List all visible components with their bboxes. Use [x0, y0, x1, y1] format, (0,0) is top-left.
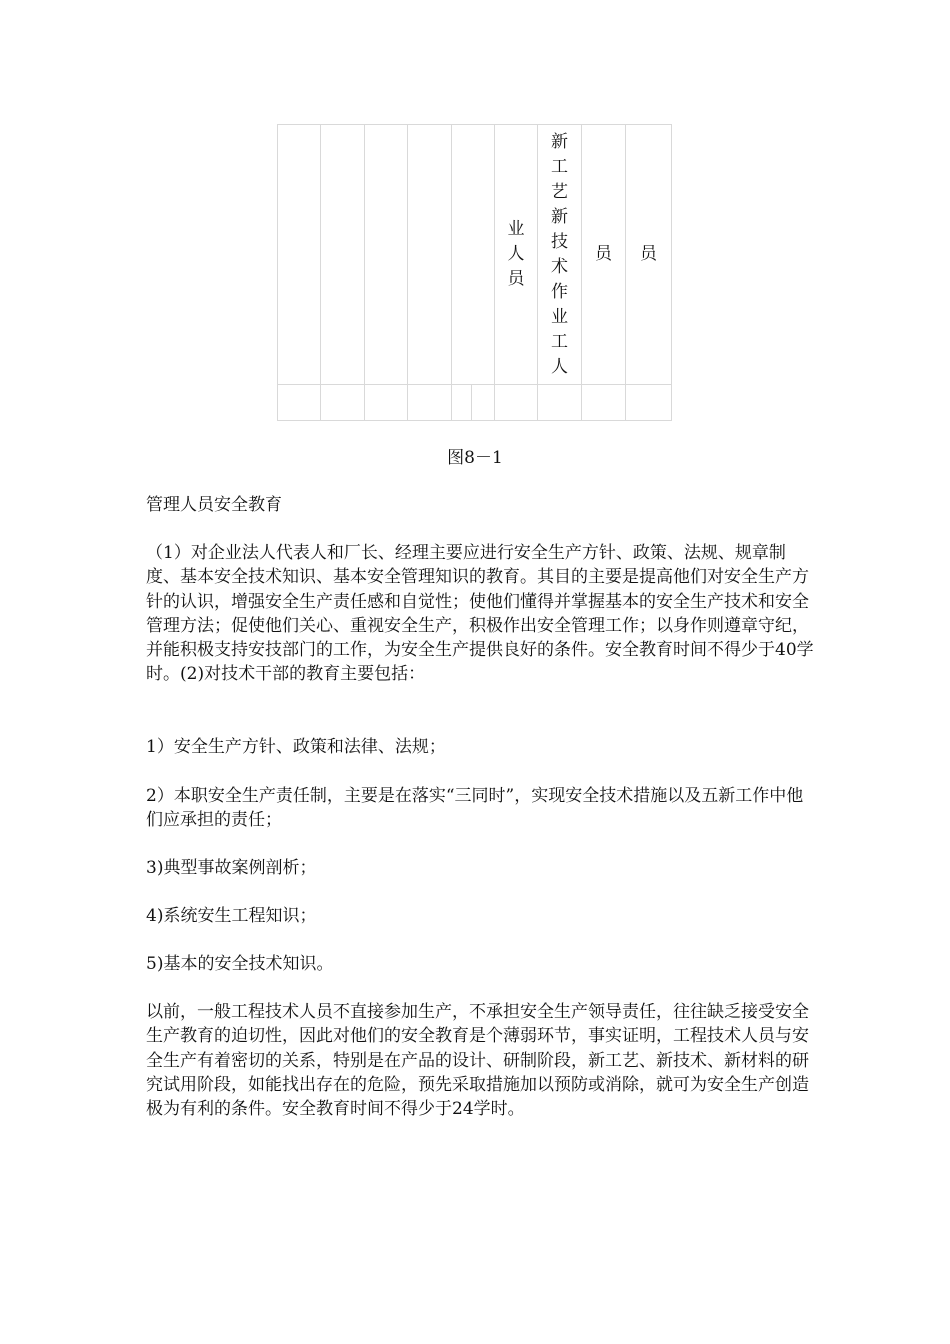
table-cell [365, 125, 408, 385]
table-cell [538, 385, 582, 421]
table-cell [452, 385, 472, 421]
paragraph: 1）安全生产方针、政策和法律、法规； [146, 737, 446, 757]
paragraph: 3)典型事故案例剖析； [146, 858, 317, 878]
paragraph: 以前，一般工程技术人员不直接参加生产，不承担安全生产领导责任，往往缺乏接受安全生产教育的迫切性，因此对他们的安全教育是个薄弱环节，事实证明，工程技术人员与安全生产有着密切的关系，特别是在产品的设计、研制阶段，新工艺、新技术、新材料的研究试用阶段，如能找出存在的危险，预先采取措施加以预防或消除，就可为安全生产创造极为有利的条件。安全教育时间不得少于24学时。 [146, 1002, 809, 1120]
table-cell: 员 [582, 125, 626, 385]
table-cell [278, 125, 321, 385]
table-cell [626, 385, 672, 421]
section-title: 管理人员安全教育 [146, 495, 282, 515]
paragraph: （1）对企业法人代表人和厂长、经理主要应进行安全生产方针、政策、法规、规章制度、基本安全技术知识、基本安全管理知识的教育。其目的主要是提高他们对安全生产方针的认识，增强安全生产责任感和自觉性；使他们懂得并掌握基本的安全生产技术和安全管理方法；促使他们关心、重视安全生产，积极作出安全管理工作；以身作则遵章守纪，并能积极支持安技部门的工作，为安全生产提供良好的条件。安全教育时间不得少于40学时。(2)对技术干部的教育主要包括： [146, 543, 814, 685]
table-cell [278, 385, 321, 421]
table-cell [321, 385, 365, 421]
paragraph: 5)基本的安全技术知识。 [146, 954, 334, 974]
table-cell: 业人员 [495, 125, 538, 385]
paragraph: 4)系统安生工程知识； [146, 906, 317, 926]
paragraph: 2）本职安全生产责任制，主要是在落实“三同时”，实现安全技术措施以及五新工作中他们应承担的责任； [146, 786, 804, 831]
table-cell [582, 385, 626, 421]
table-cell [408, 125, 452, 385]
table-cell [472, 385, 495, 421]
table-cell [495, 385, 538, 421]
table-cell [365, 385, 408, 421]
table-cell [408, 385, 452, 421]
figure-caption: 图8－1 [447, 448, 503, 468]
table-cell: 员 [626, 125, 672, 385]
figure-table [277, 124, 672, 421]
table-cell [321, 125, 365, 385]
table-cell [452, 125, 495, 385]
table-cell: 新工艺新技术作业工人 [538, 125, 582, 385]
